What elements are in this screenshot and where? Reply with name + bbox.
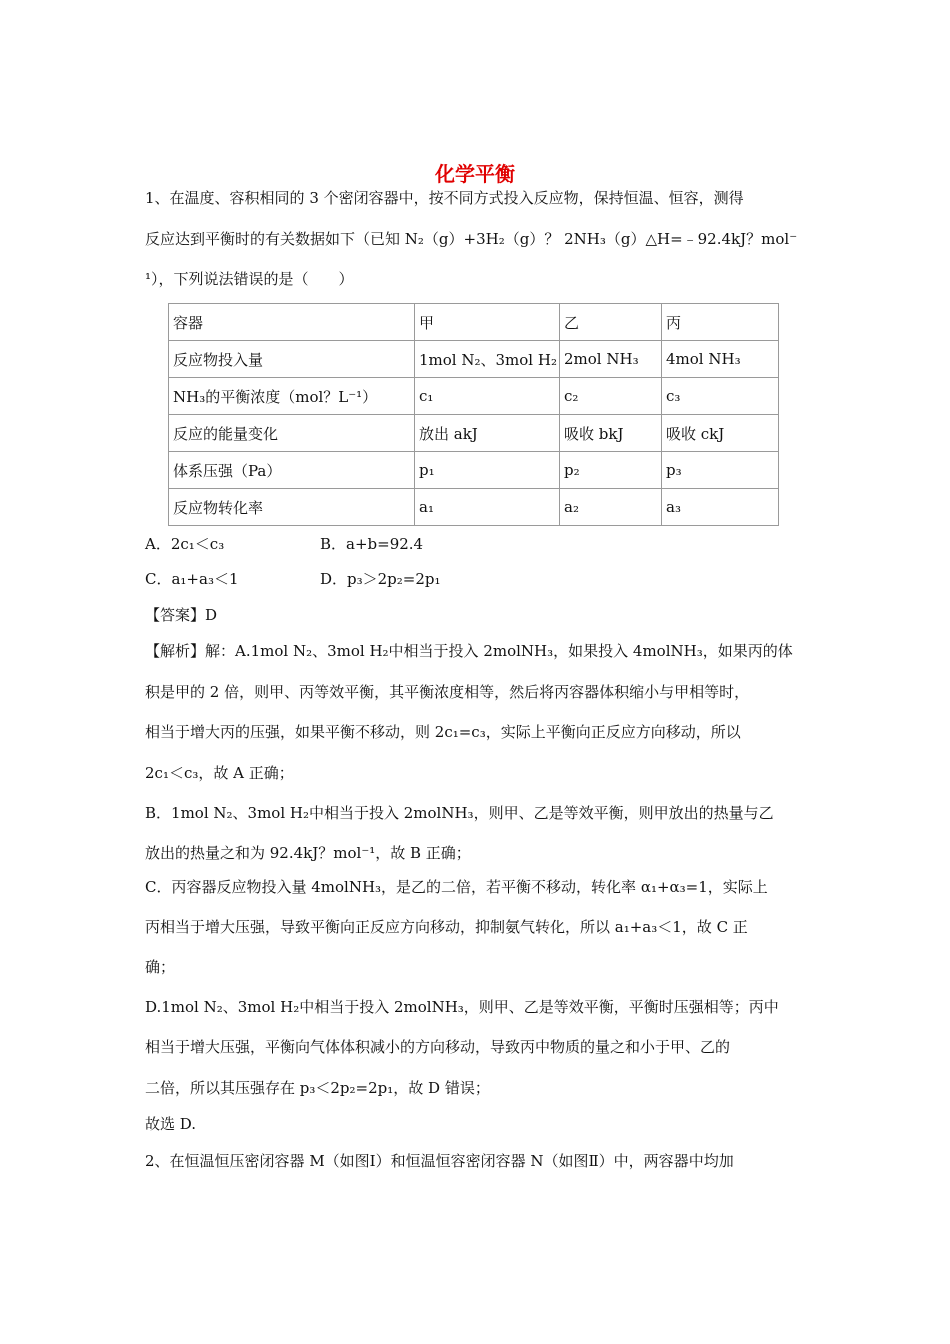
answer: 【答案】D <box>145 606 218 624</box>
table-cell: 容器 <box>169 304 415 341</box>
analysis-line: 确； <box>145 958 176 976</box>
table-cell: 体系压强（Pa） <box>169 452 415 489</box>
analysis-line: 2c₁＜c₃，故 A 正确； <box>145 764 294 782</box>
option-d: D．p₃＞2p₂=2p₁ <box>320 570 441 588</box>
analysis-line: 【解析】解：A.1mol N₂、3mol H₂中相当于投入 2molNH₃，如果投入 4molNH₃，如果丙的体 <box>145 642 793 660</box>
table-cell: 2mol NH₃ <box>560 341 662 378</box>
option-c: C．a₁+a₃＜1 <box>145 570 239 588</box>
table-cell: 反应物转化率 <box>169 489 415 526</box>
table-row <box>169 341 779 378</box>
option-a: A．2c₁＜c₃ <box>145 535 225 553</box>
analysis-line: D.1mol N₂、3mol H₂中相当于投入 2molNH₃，则甲、乙是等效平衡，平衡时压强相等；丙中 <box>145 998 779 1016</box>
table-cell: a₃ <box>662 489 779 526</box>
table-cell: 乙 <box>560 304 662 341</box>
table-cell: 反应物投入量 <box>169 341 415 378</box>
analysis-line: 积是甲的 2 倍，则甲、丙等效平衡，其平衡浓度相等，然后将丙容器体积缩小与甲相等时， <box>145 683 750 701</box>
table-row <box>169 489 779 526</box>
table-row <box>169 304 779 341</box>
analysis-line: 放出的热量之和为 92.4kJ？mol⁻¹，故 B 正确； <box>145 844 471 862</box>
table-cell: 1mol N₂、3mol H₂ <box>415 341 560 378</box>
table-row <box>169 452 779 489</box>
table-cell: c₃ <box>662 378 779 415</box>
table-cell: 吸收 bkJ <box>560 415 662 452</box>
table-cell: 甲 <box>415 304 560 341</box>
option-b: B．a+b=92.4 <box>320 535 424 553</box>
analysis-line: 故选 D. <box>145 1115 197 1133</box>
table-cell: 反应的能量变化 <box>169 415 415 452</box>
page-title: 化学平衡 <box>435 162 515 186</box>
table-cell: 丙 <box>662 304 779 341</box>
table-cell: c₂ <box>560 378 662 415</box>
question-2-intro-line: 2、在恒温恒压密闭容器 M（如图Ⅰ）和恒温恒容密闭容器 N（如图Ⅱ）中，两容器中均加 <box>145 1152 734 1170</box>
table-row <box>169 415 779 452</box>
table-cell: a₁ <box>415 489 560 526</box>
question-1-intro-line: ¹），下列说法错误的是（ ） <box>145 270 354 288</box>
analysis-line: B．1mol N₂、3mol H₂中相当于投入 2molNH₃，则甲、乙是等效平衡，则甲放出的热量与乙 <box>145 804 774 822</box>
analysis-line: C．丙容器反应物投入量 4molNH₃，是乙的二倍，若平衡不移动，转化率 α₁+α₃=1，实际上 <box>145 878 768 896</box>
table-cell: c₁ <box>415 378 560 415</box>
table-cell: 4mol NH₃ <box>662 341 779 378</box>
question-1-intro-line: 1、在温度、容积相同的 3 个密闭容器中，按不同方式投入反应物，保持恒温、恒容，测得 <box>145 189 744 207</box>
table-cell: p₃ <box>662 452 779 489</box>
table-cell: 放出 akJ <box>415 415 560 452</box>
analysis-line: 相当于增大丙的压强，如果平衡不移动，则 2c₁=c₃，实际上平衡向正反应方向移动，所以 <box>145 723 741 741</box>
table-cell: p₂ <box>560 452 662 489</box>
table-cell: p₁ <box>415 452 560 489</box>
analysis-line: 二倍，所以其压强存在 p₃＜2p₂=2p₁，故 D 错误； <box>145 1079 490 1097</box>
table-cell: 吸收 ckJ <box>662 415 779 452</box>
analysis-line: 相当于增大压强，平衡向气体体积减小的方向移动，导致丙中物质的量之和小于甲、乙的 <box>145 1038 731 1056</box>
data-table <box>168 303 779 526</box>
question-1-intro-line: 反应达到平衡时的有关数据如下（已知 N₂（g）+3H₂（g）？ 2NH₃（g）△H=﹣92.4kJ？mol⁻ <box>145 230 798 248</box>
table-cell: NH₃的平衡浓度（mol？L⁻¹） <box>169 378 415 415</box>
analysis-line: 丙相当于增大压强，导致平衡向正反应方向移动，抑制氨气转化，所以 a₁+a₃＜1，故 C 正 <box>145 918 748 936</box>
table-row <box>169 378 779 415</box>
table-cell: a₂ <box>560 489 662 526</box>
